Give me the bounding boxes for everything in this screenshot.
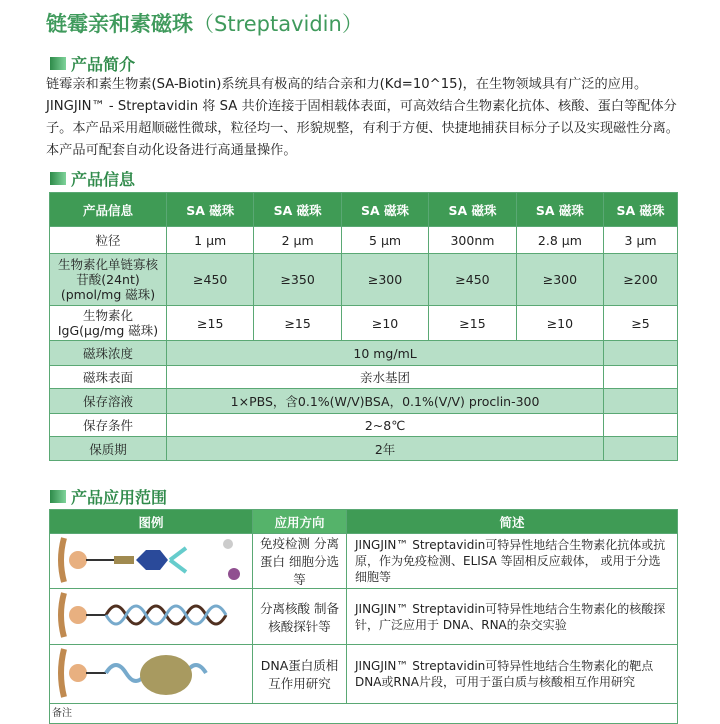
- cell: 1×PBS，含0.1%(W/V)BSA，0.1%(V/V) proclin-300: [167, 389, 604, 414]
- empty-cell: [604, 341, 678, 366]
- table-row: [50, 254, 678, 306]
- header-cell: 简述: [347, 510, 678, 534]
- empty-cell: [604, 389, 678, 414]
- square-icon: [50, 490, 66, 503]
- cell: ≥300: [516, 254, 603, 306]
- section-apps-heading: [50, 485, 167, 508]
- row-label: 保质期: [50, 437, 167, 461]
- header-cell: SA 磁珠: [604, 193, 678, 227]
- direction-cell: 分离核酸 制备核酸探针等: [253, 589, 347, 645]
- row-label: 保存条件: [50, 414, 167, 437]
- table-row: [50, 534, 678, 589]
- table-row: [50, 306, 678, 341]
- description-cell: JINGJIN™ Streptavidin可特异性地结合生物素化的靶点DNA或RNA片段，可用于蛋白质与核酸相互作用研究: [347, 645, 678, 704]
- application-table: [49, 509, 678, 724]
- cell: 2.8 µm: [516, 227, 603, 254]
- table-row: [50, 389, 678, 414]
- empty-cell: [604, 414, 678, 437]
- note-label: 备注: [50, 704, 678, 724]
- cell: 2年: [167, 437, 604, 461]
- table-row: [50, 341, 678, 366]
- section-label: 产品信息: [71, 170, 136, 189]
- cell: ≥10: [516, 306, 603, 341]
- section-intro-heading: [50, 52, 135, 75]
- cell: ≥200: [604, 254, 678, 306]
- header-cell: SA 磁珠: [341, 193, 428, 227]
- header-cell: 产品信息: [50, 193, 167, 227]
- row-label: 磁珠表面: [50, 366, 167, 389]
- cell: ≥15: [429, 306, 516, 341]
- empty-cell: [604, 437, 678, 461]
- description-cell: JINGJIN™ Streptavidin可特异性地结合生物素化抗体或抗原，作为免疫检测、ELISA 等固相反应载体， 或用于分选细胞等: [347, 534, 678, 589]
- cell: 亲水基团: [167, 366, 604, 389]
- empty-cell: [604, 366, 678, 389]
- section-label: 产品应用范围: [71, 488, 168, 507]
- cell: ≥450: [429, 254, 516, 306]
- header-cell: 图例: [50, 510, 253, 534]
- cell: ≥15: [167, 306, 254, 341]
- row-label: 保存溶液: [50, 389, 167, 414]
- row-label: 粒径: [50, 227, 167, 254]
- square-icon: [50, 57, 66, 70]
- header-cell: SA 磁珠: [167, 193, 254, 227]
- title-en: （Streptavidin）: [193, 12, 363, 36]
- section-info-heading: [50, 167, 135, 190]
- cell: ≥5: [604, 306, 678, 341]
- header-cell: SA 磁珠: [429, 193, 516, 227]
- table-row: [50, 589, 678, 645]
- table-row: [50, 414, 678, 437]
- cell: ≥10: [341, 306, 428, 341]
- cell: 300nm: [429, 227, 516, 254]
- table-row: [50, 366, 678, 389]
- cell: ≥450: [167, 254, 254, 306]
- table-row: [50, 704, 678, 724]
- antibody-diagram: [50, 534, 253, 589]
- intro-text: 链霉亲和素生物素(SA-Biotin)系统具有极高的结合亲和力(Kd=10^15)，在生物领域具有广泛的应用。JINGJIN™ - Streptavidin 将 SA 共价连接于固相载体表面，可高效结合生物素化抗体、核酸、蛋白等配体分子。本产品采用超顺磁性微球，粒径均一、形貌规整，有利于方便、快捷地捕获目标分子以及实现磁性分离。本产品可配套自动化设备进行高通量操作。: [46, 77, 679, 158]
- row-label: 生物素化单链寡核苷酸(24nt)(pmol/mg 磁珠): [50, 254, 167, 306]
- cell: 2 µm: [254, 227, 341, 254]
- header-cell: SA 磁珠: [516, 193, 603, 227]
- table-row: [50, 645, 678, 704]
- cell: 10 mg/mL: [167, 341, 604, 366]
- page-title: [46, 8, 363, 38]
- cell: 2~8℃: [167, 414, 604, 437]
- cell: 1 µm: [167, 227, 254, 254]
- direction-cell: DNA蛋白质相互作用研究: [253, 645, 347, 704]
- header-cell: SA 磁珠: [254, 193, 341, 227]
- description-cell: JINGJIN™ Streptavidin可特异性地结合生物素化的核酸探针，广泛应用于 DNA、RNA的杂交实验: [347, 589, 678, 645]
- direction-cell: 免疫检测 分离蛋白 细胞分选等: [253, 534, 347, 589]
- cell: ≥350: [254, 254, 341, 306]
- section-label: 产品简介: [71, 55, 136, 74]
- dna-protein-diagram: [50, 645, 253, 704]
- row-label: 磁珠浓度: [50, 341, 167, 366]
- dna-diagram: [50, 589, 253, 645]
- table-row: [50, 227, 678, 254]
- cell: 5 µm: [341, 227, 428, 254]
- square-icon: [50, 172, 66, 185]
- cell: ≥300: [341, 254, 428, 306]
- header-cell: 应用方向: [253, 510, 347, 534]
- cell: 3 µm: [604, 227, 678, 254]
- row-label: 生物素化 IgG(µg/mg 磁珠): [50, 306, 167, 341]
- cell: ≥15: [254, 306, 341, 341]
- title-cn: 链霉亲和素磁珠: [46, 12, 193, 36]
- product-info-table: [49, 192, 678, 461]
- table-row: [50, 437, 678, 461]
